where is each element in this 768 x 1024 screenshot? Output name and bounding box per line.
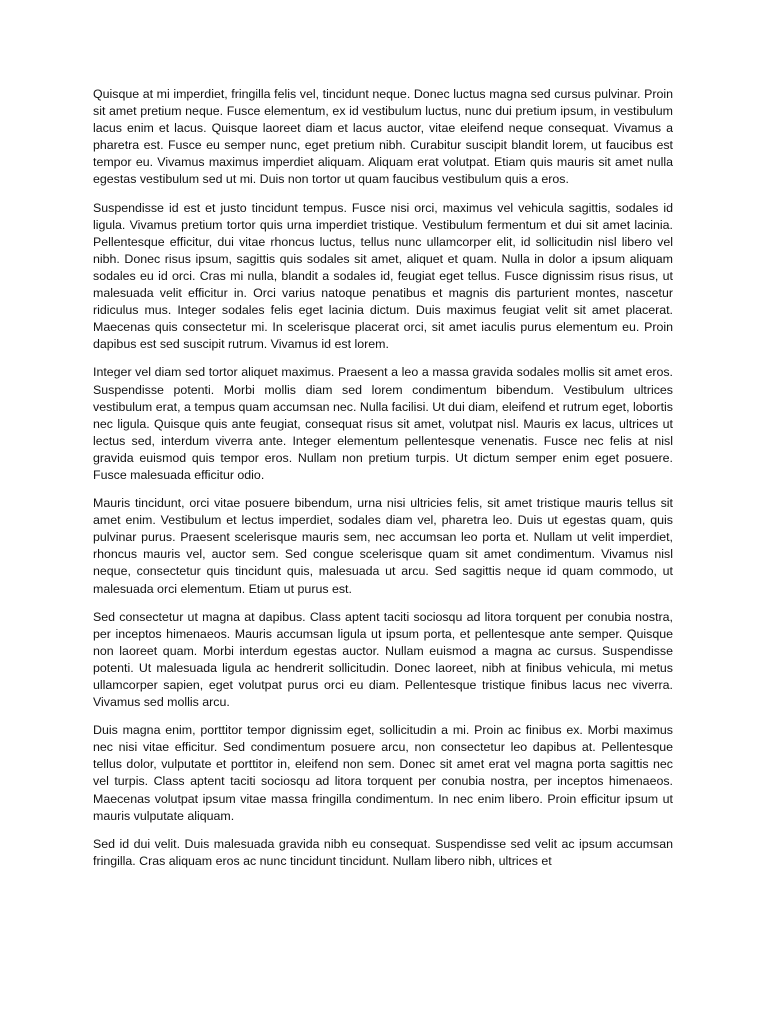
document-body [93, 86, 673, 881]
paragraph-1: Quisque at mi imperdiet, fringilla felis vel, tincidunt neque. Donec luctus magna sed cursus pulvinar. Proin sit amet pretium neque. Fusce elementum, ex id vestibulum luctus, nunc dui pretium ipsum, in vestibulum lacus enim et lacus. Quisque laoreet diam et lacus auctor, vitae eleifend neque consequat. Vivamus a pharetra est. Fusce eu semper nunc, eget pretium nibh. Curabitur suscipit blandit lorem, ut faucibus est tempor eu. Vivamus maximus imperdiet aliquam. Aliquam erat volutpat. Etiam quis mauris sit amet nulla egestas vestibulum sed ut mi. Duis non tortor ut quam faucibus vestibulum quis a eros. [93, 87, 673, 187]
paragraph-4: Mauris tincidunt, orci vitae posuere bibendum, urna nisi ultricies felis, sit amet tristique mauris tellus sit amet enim. Vestibulum et lectus imperdiet, sodales diam vel, pharetra leo. Duis ut egestas quam, quis pulvinar purus. Praesent scelerisque mauris sem, nec accumsan leo porta et. Nullam ut velit imperdiet, rhoncus mauris vel, auctor sem. Sed congue scelerisque quam sit amet condimentum. Vivamus nisl neque, consectetur quis tincidunt quis, malesuada ut arcu. Sed sagittis neque id quam commodo, ut malesuada orci elementum. Etiam ut purus est. [93, 496, 673, 596]
paragraph-7: Sed id dui velit. Duis malesuada gravida nibh eu consequat. Suspendisse sed velit ac ipsum accumsan fringilla. Cras aliquam eros ac nunc tincidunt tincidunt. Nullam libero nibh, ultrices et [93, 836, 673, 868]
paragraph-3: Integer vel diam sed tortor aliquet maximus. Praesent a leo a massa gravida sodales mollis sit amet eros. Suspendisse potenti. Morbi mollis diam sed lorem condimentum bibendum. Vestibulum ultrices vestibulum erat, a tempus quam accumsan nec. Nulla facilisi. Ut dui diam, eleifend et rutrum eget, lobortis nec ligula. Quisque quis ante feugiat, consequat risus sit amet, volutpat nisl. Mauris ex lacus, ultrices ut lectus sed, interdum viverra ante. Integer elementum pellentesque venenatis. Fusce nec felis at nisl gravida euismod quis tempor eros. Nullam non pretium turpis. Ut dictum semper enim eget posuere. Fusce malesuada efficitur odio. [93, 365, 673, 482]
paragraph-2: Suspendisse id est et justo tincidunt tempus. Fusce nisi orci, maximus vel vehicula sagittis, sodales id ligula. Vivamus pretium tortor quis urna imperdiet tristique. Vestibulum fermentum et dui sit amet lacinia. Pellentesque efficitur, dui vitae rhoncus luctus, tellus nunc ullamcorper elit, id sollicitudin nisl libero vel nibh. Donec risus ipsum, sagittis quis sodales sit amet, aliquet et quam. Nulla in dolor a ipsum aliquam sodales eu id orci. Cras mi nulla, blandit a sodales id, feugiat eget tellus. Fusce dignissim risus risus, ut malesuada velit efficitur in. Orci varius natoque penatibus et magnis dis parturient montes, nascetur ridiculus mus. Integer sodales felis eget lacinia dictum. Duis maximus feugiat velit sit amet placerat. Maecenas quis consectetur mi. In scelerisque placerat orci, sit amet iaculis purus elementum eu. Proin dapibus est sed suscipit rutrum. Vivamus id est lorem. [93, 200, 673, 352]
paragraph-5: Sed consectetur ut magna at dapibus. Class aptent taciti sociosqu ad litora torquent per conubia nostra, per inceptos himenaeos. Mauris accumsan ligula ut ipsum porta, et pellentesque ante semper. Quisque non laoreet quam. Morbi interdum egestas auctor. Nullam euismod a magna ac cursus. Suspendisse potenti. Ut malesuada ligula ac hendrerit sollicitudin. Donec laoreet, nibh at finibus vehicula, mi metus ullamcorper sapien, eget volutpat purus orci eu diam. Pellentesque tristique finibus lacus nec viverra. Vivamus sed mollis arcu. [93, 609, 673, 710]
paragraph-6: Duis magna enim, porttitor tempor dignissim eget, sollicitudin a mi. Proin ac finibus ex. Morbi maximus nec nisi vitae efficitur. Sed condimentum posuere arcu, non consectetur leo dapibus at. Pellentesque tellus dolor, vulputate et porttitor in, eleifend non sem. Donec sit amet erat vel magna porta sagittis nec vel turpis. Class aptent taciti sociosqu ad litora torquent per conubia nostra, per inceptos himenaeos. Maecenas volutpat ipsum vitae massa fringilla condimentum. In nec enim libero. Proin efficitur ipsum ut mauris vulputate aliquam. [93, 723, 673, 823]
